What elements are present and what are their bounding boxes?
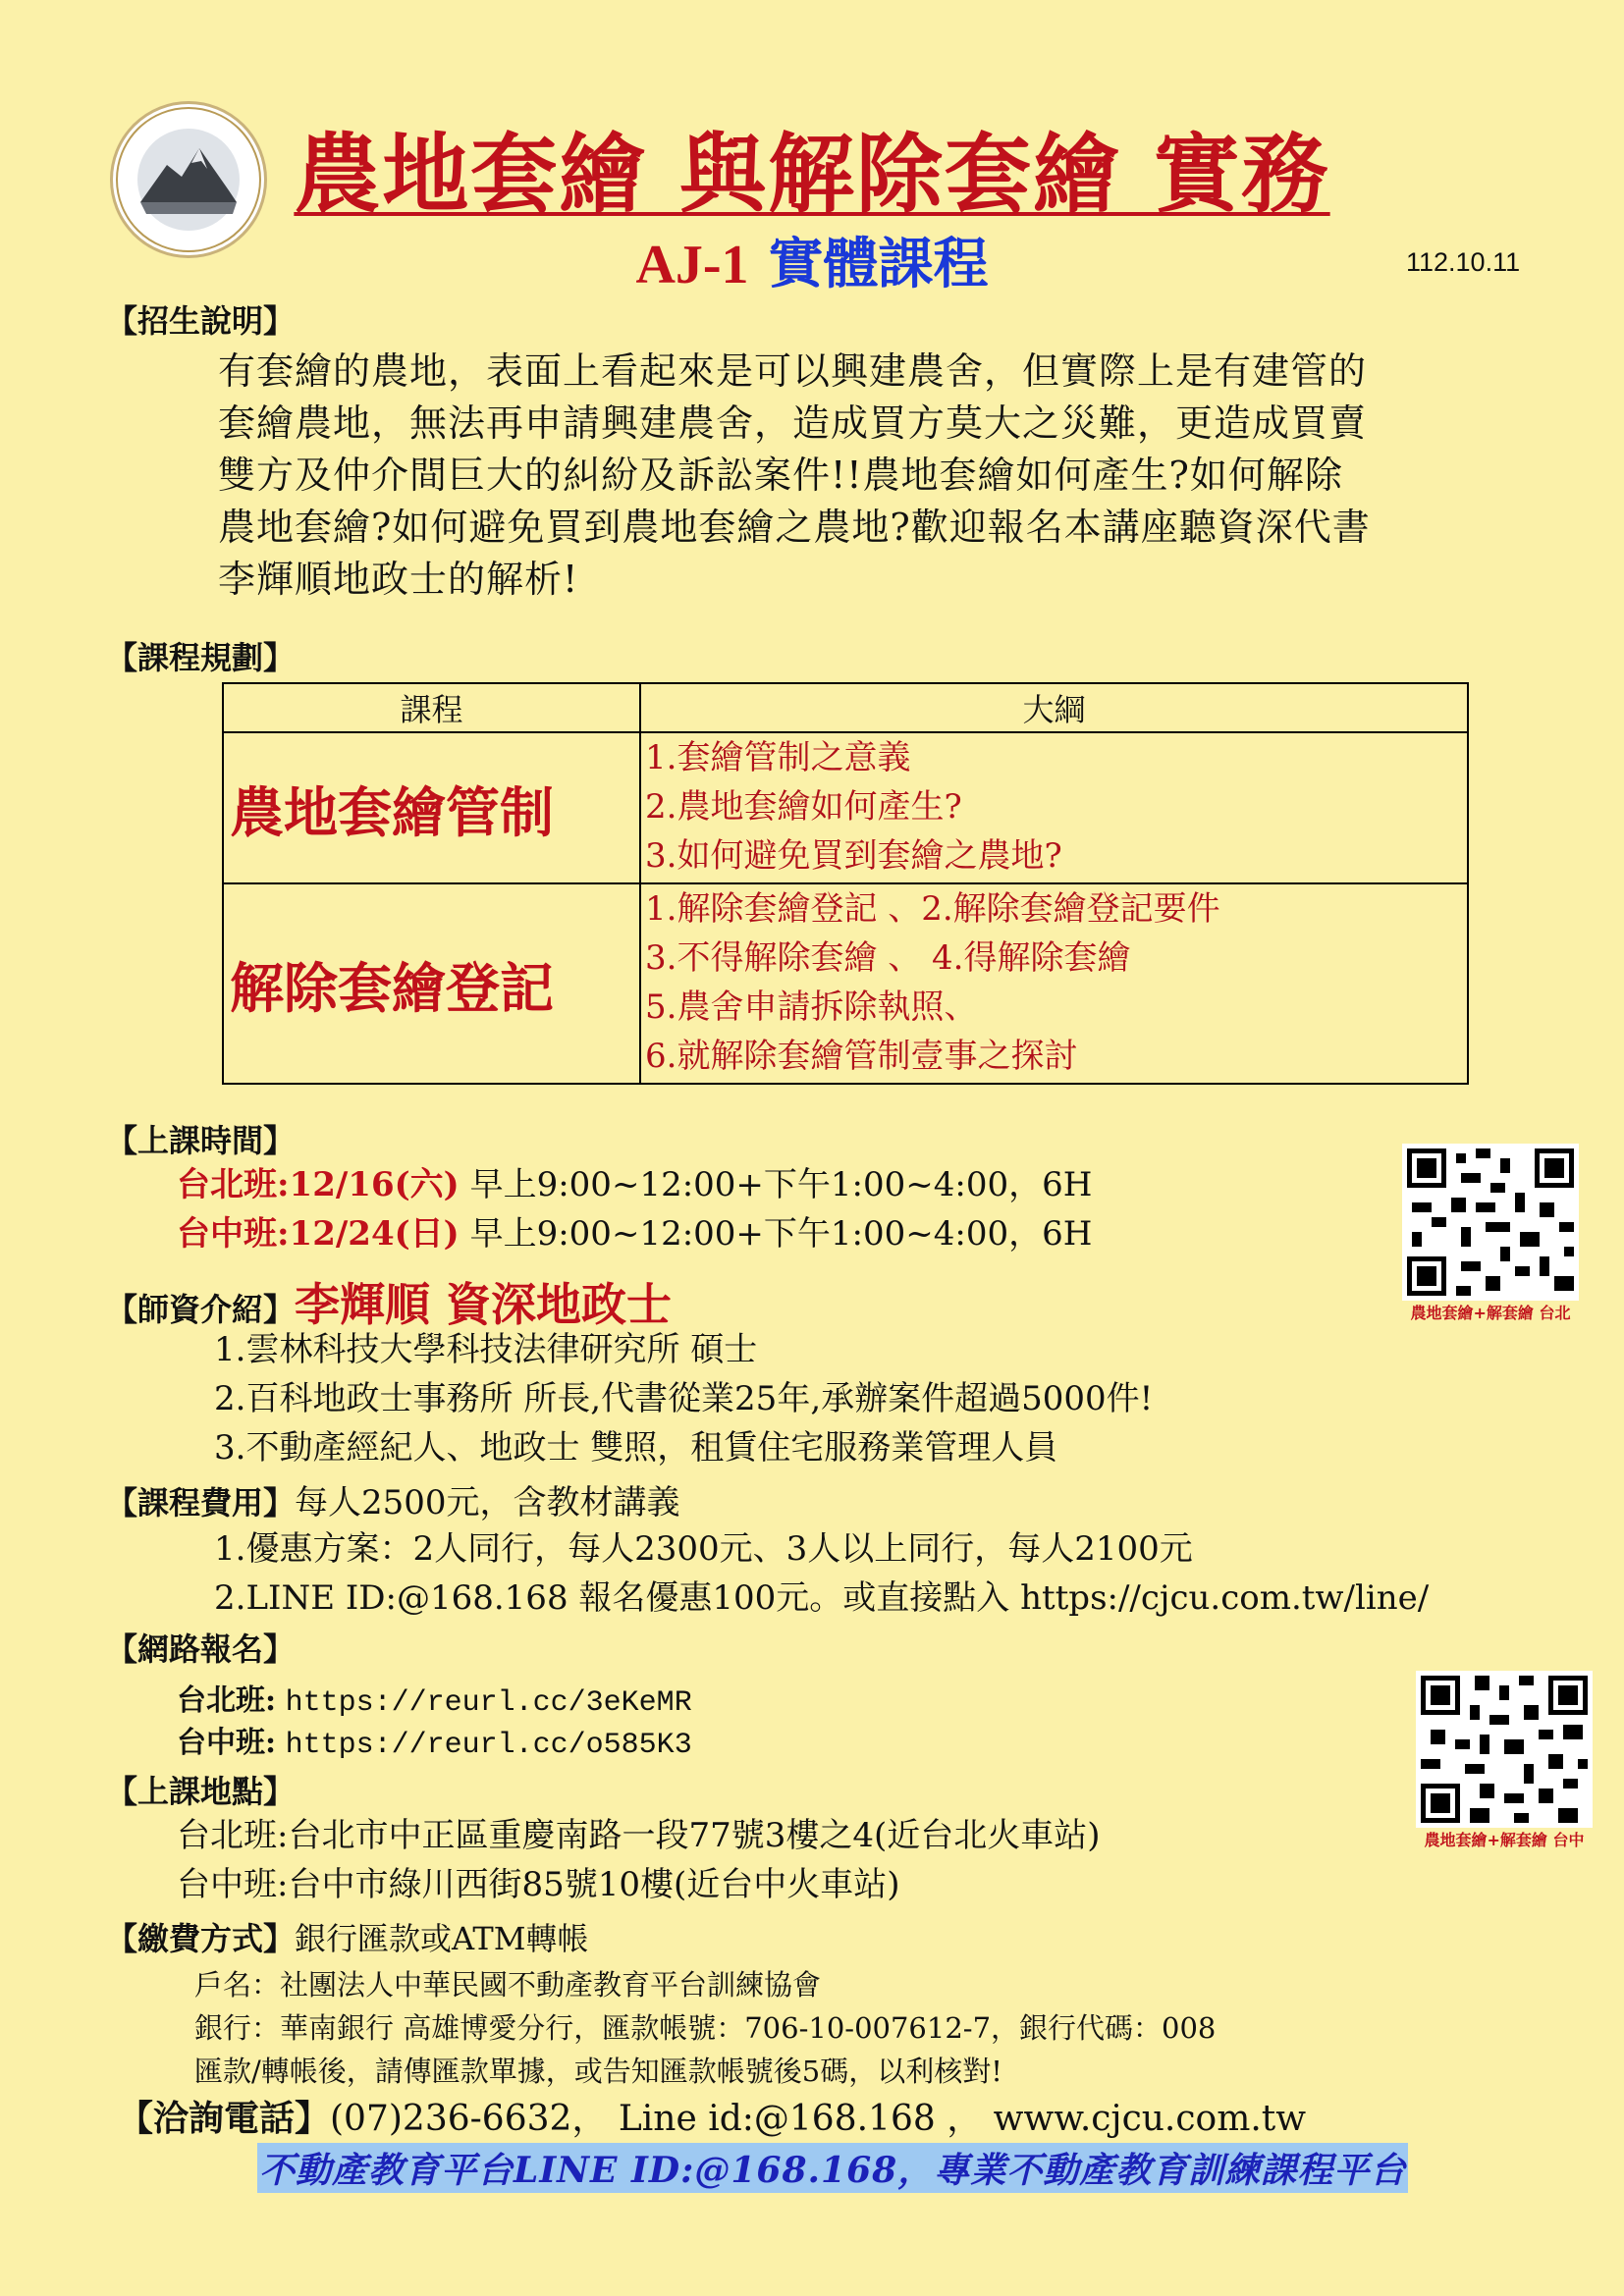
schedule-row (177, 1209, 1092, 1258)
outline-item: 1.套繪管制之意義 (645, 738, 911, 777)
location-row: 台北班:台北市中正區重慶南路一段77號3樓之4(近台北火車站) (177, 1816, 1101, 1855)
register-heading: 【網路報名】 (106, 1630, 296, 1668)
col-outline-header: 大綱 (640, 683, 1468, 732)
intro-heading: 【招生說明】 (106, 302, 296, 340)
page-title: 農地套繪 與解除套繪 實務 (294, 124, 1330, 225)
footer-banner: 不動產教育平台LINE ID:@168.168，專業不動產教育訓練課程平台 (257, 2143, 1408, 2193)
register-label: 台中班: (177, 1726, 277, 1760)
course-outline (640, 732, 1468, 883)
teacher-heading-label: 【師資介紹】 (106, 1291, 296, 1328)
course-outline (640, 883, 1468, 1084)
course-type: 實體課程 (768, 233, 989, 296)
qr-caption: 農地套繪+解套繪 台中 (1424, 1831, 1585, 1849)
payment-item: 銀行：華南銀行 高雄博愛分行，匯款帳號：706-10-007612-7，銀行代碼：008 (194, 2011, 1217, 2045)
contact (118, 2091, 1306, 2141)
register-row (177, 1676, 692, 1720)
schedule-label: 台北班:12/16(六) (177, 1165, 460, 1204)
plan-heading: 【課程規劃】 (106, 639, 296, 676)
outline-item: 1.解除套繪登記 、2.解除套繪登記要件 (645, 889, 1220, 929)
teacher-item: 3.不動產經紀人、地政士 雙照，租賃住宅服務業管理人員 (214, 1428, 1058, 1468)
fee-item: 2.LINE ID:@168.168 報名優惠100元。或直接點入 https://cjcu.com.tw/line/ (214, 1578, 1430, 1618)
intro-line: 有套繪的農地，表面上看起來是可以興建農舍，但實際上是有建管的 (218, 349, 1368, 393)
course-table (222, 682, 1469, 1085)
fee-item: 1.優惠方案：2人同行，每人2300元、3人以上同行，每人2100元 (214, 1529, 1193, 1569)
schedule-time: 早上9:00~12:00+下午1:00~4:00，6H (469, 1214, 1093, 1254)
col-course-header: 課程 (223, 683, 640, 732)
fee-main: 每人2500元，含教材講義 (295, 1483, 680, 1522)
qr-code-icon[interactable] (1402, 1144, 1579, 1301)
payment-item: 戶名：社團法人中華民國不動產教育平台訓練協會 (194, 1968, 822, 2002)
intro-line: 李輝順地政士的解析! (218, 558, 579, 601)
teacher-item: 1.雲林科技大學科技法律研究所 碩士 (214, 1330, 758, 1369)
intro-paragraph (218, 346, 1524, 606)
outline-item: 6.就解除套繪管制壹事之探討 (645, 1037, 1078, 1076)
payment-item: 匯款/轉帳後，請傳匯款單據，或告知匯款帳號後5碼，以利核對! (194, 2055, 1002, 2088)
teacher-name: 李輝順 資深地政士 (295, 1278, 673, 1331)
schedule-heading: 【上課時間】 (106, 1122, 296, 1159)
location-heading: 【上課地點】 (106, 1773, 296, 1810)
contact-heading: 【洽詢電話】 (118, 2098, 331, 2139)
fee-heading-label: 【課程費用】 (106, 1484, 296, 1522)
outline-item: 3.如何避免買到套繪之農地? (645, 836, 1062, 876)
course-name: 農地套繪管制 (223, 732, 640, 883)
location-row: 台中班:台中市綠川西街85號10樓(近台中火車站) (177, 1865, 900, 1904)
register-link[interactable]: https://reurl.cc/3eKeMR (285, 1686, 692, 1720)
fee-heading (106, 1475, 680, 1523)
intro-line: 雙方及仲介間巨大的糾紛及訴訟案件!!農地套繪如何產生?如何解除 (218, 454, 1343, 497)
payment-details (194, 1963, 1216, 2093)
table-row (223, 732, 1468, 883)
schedule-row (177, 1160, 1092, 1209)
payment-heading (106, 1914, 589, 1959)
teacher-item: 2.百科地政士事務所 所長,代書從業25年,承辦案件超過5000件! (214, 1379, 1154, 1418)
course-name: 解除套繪登記 (223, 883, 640, 1084)
register-link[interactable]: https://reurl.cc/o585K3 (285, 1729, 692, 1762)
outline-item: 3.不得解除套繪 、 4.得解除套繪 (645, 938, 1131, 978)
table-row (223, 883, 1468, 1084)
doc-date: 112.10.11 (1406, 247, 1521, 277)
intro-line: 套繪農地，無法再申請興建農舍，造成買方莫大之災難，更造成買賣 (218, 401, 1368, 445)
contact-text: (07)236-6632， Line id:@168.168 ， www.cjcu.com.tw (330, 2099, 1307, 2139)
schedule-time: 早上9:00~12:00+下午1:00~4:00，6H (469, 1165, 1093, 1204)
course-code: AJ-1 (635, 235, 749, 295)
payment-main: 銀行匯款或ATM轉帳 (295, 1920, 589, 1957)
register-row (177, 1718, 692, 1762)
qr-taichung[interactable] (1412, 1671, 1597, 1850)
subtitle (0, 221, 1624, 299)
payment-heading-label: 【繳費方式】 (106, 1920, 296, 1957)
register-label: 台北班: (177, 1683, 277, 1718)
intro-line: 農地套繪?如何避免買到農地套繪之農地?歡迎報名本講座聽資深代書 (218, 506, 1371, 549)
schedule-label: 台中班:12/24(日) (177, 1214, 460, 1254)
outline-item: 5.農舍申請拆除執照、 (645, 988, 978, 1027)
qr-taipei[interactable] (1398, 1144, 1583, 1323)
qr-code-icon[interactable] (1416, 1671, 1593, 1828)
outline-item: 2.農地套繪如何產生? (645, 787, 962, 827)
qr-caption: 農地套繪+解套繪 台北 (1410, 1304, 1571, 1322)
